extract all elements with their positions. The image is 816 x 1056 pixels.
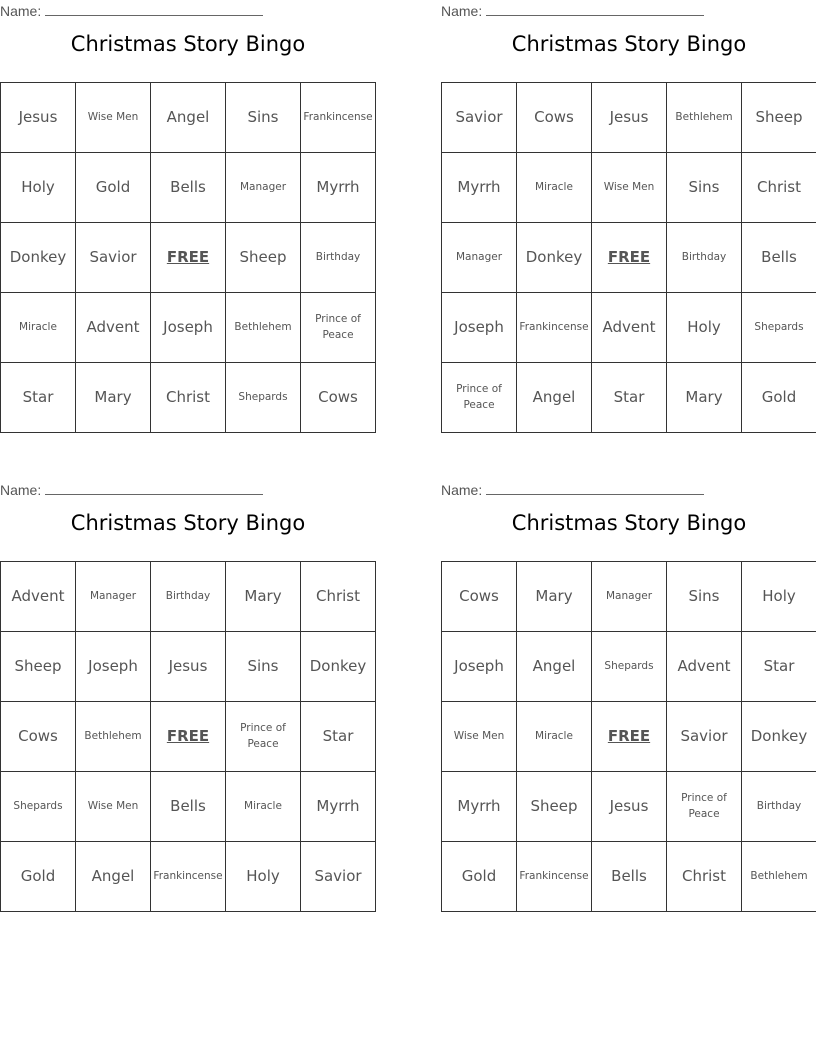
- bingo-cell[interactable]: Bells: [742, 223, 816, 293]
- card-title: Christmas Story Bingo: [70, 32, 306, 56]
- bingo-cell[interactable]: Joseph: [151, 293, 226, 363]
- bingo-cell[interactable]: Myrrh: [442, 772, 517, 842]
- bingo-cell[interactable]: Gold: [442, 842, 517, 912]
- name-row: [0, 479, 376, 501]
- bingo-cell[interactable]: Sheep: [742, 83, 816, 153]
- bingo-cell[interactable]: Star: [742, 632, 816, 702]
- bingo-cell[interactable]: Manager: [592, 562, 667, 632]
- bingo-cell[interactable]: Bethlehem: [226, 293, 301, 363]
- bingo-cell[interactable]: Birthday: [151, 562, 226, 632]
- bingo-row: [442, 293, 816, 363]
- bingo-cell[interactable]: Savior: [667, 702, 742, 772]
- bingo-row: [442, 772, 816, 842]
- bingo-cell[interactable]: Frankincense: [151, 842, 226, 912]
- bingo-row: [442, 153, 816, 223]
- bingo-cell[interactable]: Christ: [301, 562, 376, 632]
- bingo-cell[interactable]: Birthday: [301, 223, 376, 293]
- bingo-cell[interactable]: Sins: [226, 632, 301, 702]
- bingo-grid: [0, 82, 376, 433]
- bingo-cell[interactable]: Joseph: [442, 632, 517, 702]
- bingo-cell[interactable]: Sins: [667, 153, 742, 223]
- bingo-cell[interactable]: Bells: [151, 772, 226, 842]
- bingo-cell[interactable]: Wise Men: [76, 83, 151, 153]
- bingo-cell[interactable]: Advent: [76, 293, 151, 363]
- bingo-cell[interactable]: Donkey: [742, 702, 816, 772]
- bingo-cell[interactable]: Jesus: [592, 772, 667, 842]
- name-blank-line[interactable]: [486, 480, 704, 495]
- bingo-cell[interactable]: Advent: [592, 293, 667, 363]
- free-space[interactable]: FREE: [592, 702, 667, 772]
- bingo-cell[interactable]: Sheep: [1, 632, 76, 702]
- bingo-cell[interactable]: Advent: [1, 562, 76, 632]
- name-row: [441, 0, 816, 22]
- name-blank-line[interactable]: [486, 1, 704, 16]
- bingo-grid: [441, 561, 816, 912]
- name-label: Name:: [0, 482, 42, 498]
- bingo-cell[interactable]: Sins: [226, 83, 301, 153]
- card-title: Christmas Story Bingo: [511, 32, 747, 56]
- bingo-cell[interactable]: Shepards: [226, 363, 301, 433]
- bingo-cell[interactable]: Gold: [76, 153, 151, 223]
- bingo-card-4: [441, 479, 816, 912]
- bingo-cell[interactable]: Frankincense: [301, 83, 376, 153]
- bingo-cell[interactable]: Christ: [151, 363, 226, 433]
- bingo-row: [442, 223, 816, 293]
- bingo-cell[interactable]: Savior: [76, 223, 151, 293]
- bingo-cell[interactable]: Star: [1, 363, 76, 433]
- bingo-cell[interactable]: Frankincense: [517, 293, 592, 363]
- bingo-cell[interactable]: Miracle: [1, 293, 76, 363]
- bingo-cell[interactable]: Angel: [517, 632, 592, 702]
- bingo-cell[interactable]: Savior: [301, 842, 376, 912]
- bingo-cell[interactable]: Sins: [667, 562, 742, 632]
- bingo-card-3: [0, 479, 376, 912]
- bingo-row: [442, 562, 816, 632]
- bingo-cell[interactable]: Manager: [76, 562, 151, 632]
- bingo-row: [442, 632, 816, 702]
- bingo-row: [1, 702, 376, 772]
- bingo-grid: [0, 561, 376, 912]
- bingo-cell[interactable]: Angel: [517, 363, 592, 433]
- bingo-cell[interactable]: Donkey: [517, 223, 592, 293]
- bingo-cell[interactable]: Bethlehem: [76, 702, 151, 772]
- bingo-cell[interactable]: Joseph: [76, 632, 151, 702]
- bingo-cell[interactable]: Wise Men: [76, 772, 151, 842]
- bingo-cell[interactable]: Star: [592, 363, 667, 433]
- bingo-cell[interactable]: Miracle: [226, 772, 301, 842]
- bingo-cell[interactable]: Cows: [517, 83, 592, 153]
- bingo-cell[interactable]: Gold: [742, 363, 816, 433]
- bingo-cell[interactable]: Holy: [226, 842, 301, 912]
- bingo-cell[interactable]: Mary: [517, 562, 592, 632]
- bingo-cell[interactable]: Myrrh: [442, 153, 517, 223]
- bingo-row: [1, 562, 376, 632]
- bingo-card-2: [441, 0, 816, 433]
- name-label: Name:: [441, 3, 483, 19]
- bingo-cell[interactable]: Holy: [667, 293, 742, 363]
- free-space[interactable]: FREE: [592, 223, 667, 293]
- bingo-cell[interactable]: Cows: [301, 363, 376, 433]
- name-row: [0, 0, 376, 22]
- bingo-cell[interactable]: Angel: [151, 83, 226, 153]
- free-space[interactable]: FREE: [151, 702, 226, 772]
- bingo-cell[interactable]: Christ: [667, 842, 742, 912]
- bingo-row: [1, 363, 376, 433]
- name-row: [441, 479, 816, 501]
- bingo-cell[interactable]: Christ: [742, 153, 816, 223]
- name-label: Name:: [0, 3, 42, 19]
- card-title: Christmas Story Bingo: [511, 511, 747, 535]
- bingo-cell[interactable]: Shepards: [742, 293, 816, 363]
- bingo-cell[interactable]: Prince of Peace: [442, 363, 517, 433]
- bingo-cell[interactable]: Birthday: [742, 772, 816, 842]
- bingo-cell[interactable]: Sheep: [517, 772, 592, 842]
- bingo-cell[interactable]: Mary: [226, 562, 301, 632]
- bingo-row: [442, 83, 816, 153]
- bingo-cell[interactable]: Wise Men: [592, 153, 667, 223]
- bingo-cell[interactable]: Angel: [76, 842, 151, 912]
- bingo-cell[interactable]: Gold: [1, 842, 76, 912]
- bingo-cell[interactable]: Advent: [667, 632, 742, 702]
- bingo-cell[interactable]: Shepards: [1, 772, 76, 842]
- bingo-cell[interactable]: Shepards: [592, 632, 667, 702]
- bingo-cell[interactable]: Birthday: [667, 223, 742, 293]
- bingo-cell[interactable]: Prince of Peace: [226, 702, 301, 772]
- bingo-cell[interactable]: Star: [301, 702, 376, 772]
- name-blank-line[interactable]: [45, 1, 263, 16]
- bingo-row: [1, 772, 376, 842]
- bingo-cell[interactable]: Frankincense: [517, 842, 592, 912]
- bingo-cell[interactable]: Bells: [151, 153, 226, 223]
- bingo-cell[interactable]: Donkey: [301, 632, 376, 702]
- bingo-cell[interactable]: Jesus: [592, 83, 667, 153]
- bingo-cell[interactable]: Bethlehem: [667, 83, 742, 153]
- bingo-cell[interactable]: Myrrh: [301, 772, 376, 842]
- bingo-cell[interactable]: Holy: [1, 153, 76, 223]
- bingo-row: [1, 153, 376, 223]
- bingo-cell[interactable]: Miracle: [517, 702, 592, 772]
- bingo-cell[interactable]: Holy: [742, 562, 816, 632]
- bingo-cell[interactable]: Bethlehem: [742, 842, 816, 912]
- bingo-grid: [441, 82, 816, 433]
- bingo-row: [1, 293, 376, 363]
- bingo-cell[interactable]: Savior: [442, 83, 517, 153]
- name-blank-line[interactable]: [45, 480, 263, 495]
- bingo-cell[interactable]: Prince of Peace: [301, 293, 376, 363]
- bingo-row: [1, 223, 376, 293]
- bingo-cell[interactable]: Mary: [76, 363, 151, 433]
- bingo-cell[interactable]: Joseph: [442, 293, 517, 363]
- free-space[interactable]: FREE: [151, 223, 226, 293]
- bingo-cell[interactable]: Sheep: [226, 223, 301, 293]
- bingo-card-1: [0, 0, 376, 433]
- bingo-cell[interactable]: Bells: [592, 842, 667, 912]
- bingo-row: [1, 842, 376, 912]
- bingo-cell[interactable]: Jesus: [1, 83, 76, 153]
- bingo-cell[interactable]: Prince of Peace: [667, 772, 742, 842]
- bingo-row: [442, 702, 816, 772]
- bingo-cell[interactable]: Mary: [667, 363, 742, 433]
- bingo-row: [1, 632, 376, 702]
- bingo-cell[interactable]: Donkey: [1, 223, 76, 293]
- bingo-cell[interactable]: Cows: [442, 562, 517, 632]
- bingo-cell[interactable]: Cows: [1, 702, 76, 772]
- bingo-cell[interactable]: Manager: [226, 153, 301, 223]
- card-title: Christmas Story Bingo: [70, 511, 306, 535]
- bingo-row: [442, 842, 816, 912]
- bingo-row: [442, 363, 816, 433]
- bingo-cell[interactable]: Jesus: [151, 632, 226, 702]
- bingo-cell[interactable]: Manager: [442, 223, 517, 293]
- bingo-cell[interactable]: Miracle: [517, 153, 592, 223]
- name-label: Name:: [441, 482, 483, 498]
- bingo-cell[interactable]: Myrrh: [301, 153, 376, 223]
- bingo-row: [1, 83, 376, 153]
- bingo-cell[interactable]: Wise Men: [442, 702, 517, 772]
